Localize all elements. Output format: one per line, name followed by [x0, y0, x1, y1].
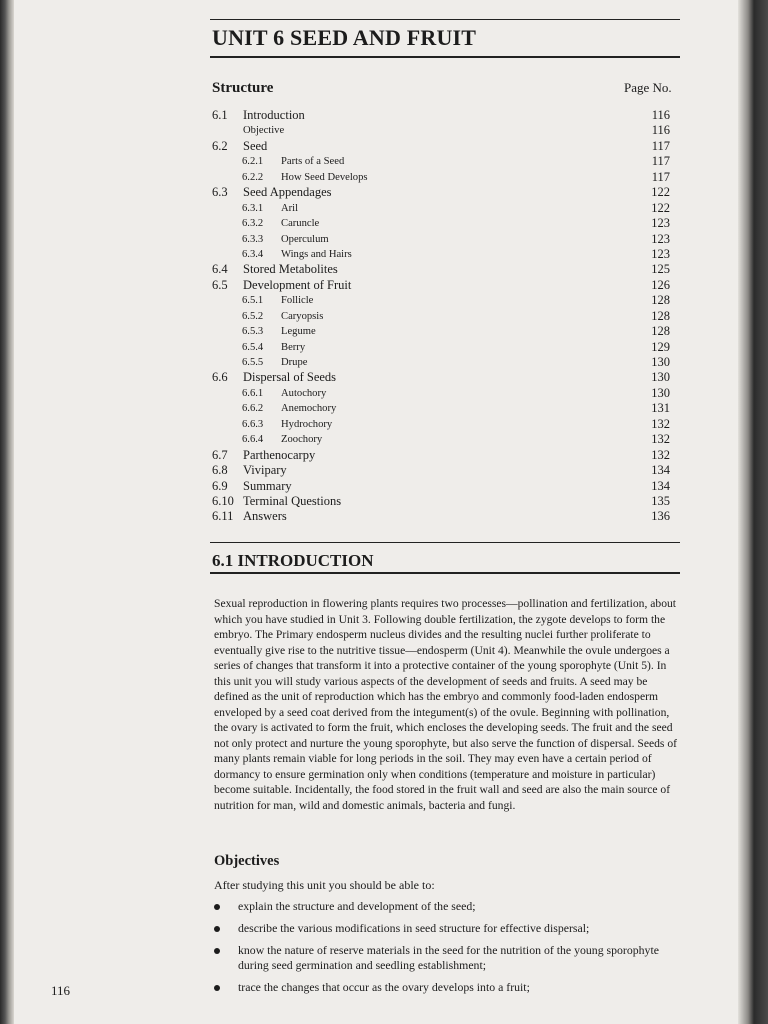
introduction-heading: 6.1 INTRODUCTION [212, 551, 374, 570]
toc-page-number: 116 [651, 108, 670, 122]
toc-row [212, 309, 670, 324]
toc-page-number: 117 [651, 169, 670, 184]
toc-page-number: 117 [651, 138, 670, 153]
toc-number: 6.9 [212, 478, 228, 493]
toc-number: 6.6 [212, 370, 228, 385]
toc-page-number: 128 [651, 308, 670, 323]
page-number: 116 [51, 983, 71, 998]
scan-edge-right [738, 0, 768, 1024]
toc-row [212, 494, 670, 509]
objectives-intro: After studying this unit you should be able to: [214, 878, 435, 892]
toc-label: Terminal Questions [243, 493, 342, 508]
toc-number: 6.5.5 [242, 357, 264, 368]
toc-page-number: 128 [651, 324, 670, 339]
toc-row [212, 201, 670, 216]
toc-page-number: 134 [651, 463, 670, 478]
toc-label: Wings and Hairs [281, 248, 352, 260]
toc-page-number: 129 [651, 339, 670, 354]
toc-label: Answers [243, 509, 287, 524]
toc-number: 6.6.4 [242, 434, 264, 446]
bullet-icon [214, 904, 220, 910]
objectives-list [214, 899, 674, 1002]
objective-text: explain the structure and development of the seed; [238, 899, 476, 913]
toc-page-number: 130 [651, 355, 670, 369]
toc-number: 6.4 [212, 262, 228, 277]
toc-number: 6.8 [212, 463, 228, 478]
toc-label: Seed [243, 138, 268, 153]
toc-page-number: 117 [651, 154, 670, 169]
toc-label: Stored Metabolites [243, 262, 338, 277]
toc-row [212, 479, 670, 494]
toc-label: Legume [281, 326, 316, 338]
objective-item [214, 899, 674, 914]
toc-number: 6.3 [212, 185, 228, 200]
toc-label: Parts of a Seed [281, 156, 345, 168]
toc-row [212, 463, 670, 478]
intro-underline [210, 572, 680, 574]
toc-page-number: 130 [651, 385, 670, 400]
toc-label: Parthenocarpy [243, 447, 316, 462]
toc-row [212, 278, 670, 293]
toc-label: Drupe [281, 357, 308, 368]
toc-number: 6.5.2 [242, 310, 264, 322]
toc-row [212, 262, 670, 277]
toc-label: Anemochory [281, 403, 337, 415]
toc-number: 6.5.3 [242, 326, 264, 338]
objective-item [214, 943, 674, 974]
toc-page-number: 131 [651, 401, 670, 416]
toc-page-number: 135 [651, 493, 670, 508]
toc-label: Hydrochory [281, 418, 333, 430]
toc-page-number: 132 [651, 416, 670, 431]
toc-page-number: 125 [651, 262, 670, 277]
toc-number: 6.3.2 [242, 218, 264, 230]
toc-row [212, 293, 670, 308]
toc-page-number: 123 [651, 216, 670, 231]
title-underline [210, 56, 680, 58]
toc-number: 6.6.3 [242, 418, 264, 430]
objective-item [214, 921, 674, 936]
toc-page-number: 122 [651, 185, 670, 200]
toc-page-number: 116 [651, 123, 670, 138]
top-rule [210, 19, 680, 20]
toc-row [212, 216, 670, 231]
toc-page-number: 126 [651, 277, 670, 292]
toc-row [212, 417, 670, 432]
toc-label: Dispersal of Seeds [243, 370, 337, 385]
bullet-icon [214, 948, 220, 954]
toc-page-number: 136 [651, 509, 670, 524]
toc-number: 6.3.4 [242, 248, 264, 260]
toc-number: 6.10 [212, 493, 234, 508]
toc-number: 6.2.2 [242, 171, 264, 183]
objective-text: know the nature of reserve materials in the seed for the nutrition of the young sporophyte during seed germination and seedling establishment; [238, 942, 659, 973]
toc-number: 6.5 [212, 277, 228, 292]
toc-page-number: 132 [651, 432, 670, 447]
toc-label: Vivipary [243, 463, 287, 478]
toc-row [212, 154, 670, 169]
objective-text: trace the changes that occur as the ovary develops into a fruit; [238, 980, 530, 995]
toc-row [212, 370, 670, 385]
toc-label: Caryopsis [281, 310, 324, 322]
bullet-icon [214, 985, 220, 991]
structure-heading: Structure [212, 80, 274, 96]
toc-page-number: 123 [651, 246, 670, 261]
toc-number: 6.11 [212, 509, 234, 524]
toc-label: Berry [281, 341, 306, 353]
introduction-paragraph: Sexual reproduction in flowering plants requires two processes—pollination and fertilization, about which you have studied in Unit 3. Following double fertilization, the zygote develops to form the embryo. The Primary endosperm nucleus divides and the resulting nuclei further proliferate to eventually give rise to the nutritive tissue—endosperm (Unit 4). Meanwhile the ovule undergoes a series of changes that transform it into a protective container of the young sporophyte (Unit 5). In this unit you will study various aspects of the development of seeds and fruits. A seed may be defined as the unit of reproduction which has the embryo and commonly food-laden endosperm enveloped by a seed coat derived from the integument(s) of the ovule. Beginning with pollination, the ovary is activated to form the fruit, which encloses the developing seeds. The fruit and the seed not only protect and nurture the young sporophyte, but also serve the function of dispersal. Seeds of many plants remain viable for long periods in the soil. They may even have a certain period of dormancy to ensure germination only when conditions (temperature and moisture in particular) become suitable. Incidentally, the food stored in the fruit wall and seed are also the main source of nutrition for man, wild and domestic animals, bacteria and fungi. [214, 597, 678, 812]
toc-label: Seed Appendages [243, 185, 332, 200]
toc-page-number: 132 [651, 447, 670, 462]
toc-row [212, 448, 670, 463]
toc-page-number: 134 [651, 478, 670, 493]
objectives-heading: Objectives [214, 853, 280, 869]
toc-row [212, 386, 670, 401]
toc-row [212, 355, 670, 370]
toc-row [212, 340, 670, 355]
toc-row [212, 185, 670, 200]
toc-row [212, 509, 670, 524]
toc-row [212, 108, 670, 123]
objective-item [214, 980, 674, 995]
toc-number: 6.7 [212, 447, 228, 462]
scan-edge-left [0, 0, 14, 1024]
toc-number: 6.2 [212, 138, 228, 153]
intro-top-rule [210, 542, 680, 543]
toc-label: Development of Fruit [243, 277, 352, 292]
toc-row [212, 324, 670, 339]
bullet-icon [214, 926, 220, 932]
toc-number: 6.3.1 [242, 202, 264, 214]
toc-label: Follicle [281, 295, 314, 307]
toc-row [212, 123, 670, 138]
toc-row [212, 170, 670, 185]
table-of-contents [212, 108, 670, 525]
objective-text: describe the various modifications in seed structure for effective dispersal; [238, 920, 590, 935]
toc-number: 6.1 [212, 108, 228, 122]
toc-row [212, 401, 670, 416]
toc-number: 6.5.4 [242, 341, 264, 353]
toc-number: 6.2.1 [242, 156, 264, 168]
toc-label: Introduction [243, 108, 305, 122]
toc-label: How Seed Develops [281, 171, 368, 183]
toc-page-number: 122 [651, 200, 670, 215]
toc-number: 6.6.2 [242, 403, 264, 415]
toc-label: Aril [281, 202, 299, 214]
toc-page-number: 128 [651, 293, 670, 308]
unit-title: UNIT 6 SEED AND FRUIT [212, 25, 477, 50]
toc-label: Autochory [281, 387, 327, 399]
toc-page-number: 123 [651, 231, 670, 246]
toc-row [212, 232, 670, 247]
toc-number: 6.5.1 [242, 295, 264, 307]
page-no-heading: Page No. [624, 80, 672, 95]
toc-page-number: 130 [651, 370, 670, 385]
toc-row [212, 247, 670, 262]
toc-label: Summary [243, 478, 292, 493]
toc-label: Objective [243, 125, 285, 137]
toc-label: Caruncle [281, 218, 320, 230]
toc-row [212, 432, 670, 447]
toc-label: Operculum [281, 233, 329, 245]
toc-row [212, 139, 670, 154]
toc-label: Zoochory [281, 434, 323, 446]
toc-number: 6.6.1 [242, 387, 264, 399]
toc-number: 6.3.3 [242, 233, 264, 245]
